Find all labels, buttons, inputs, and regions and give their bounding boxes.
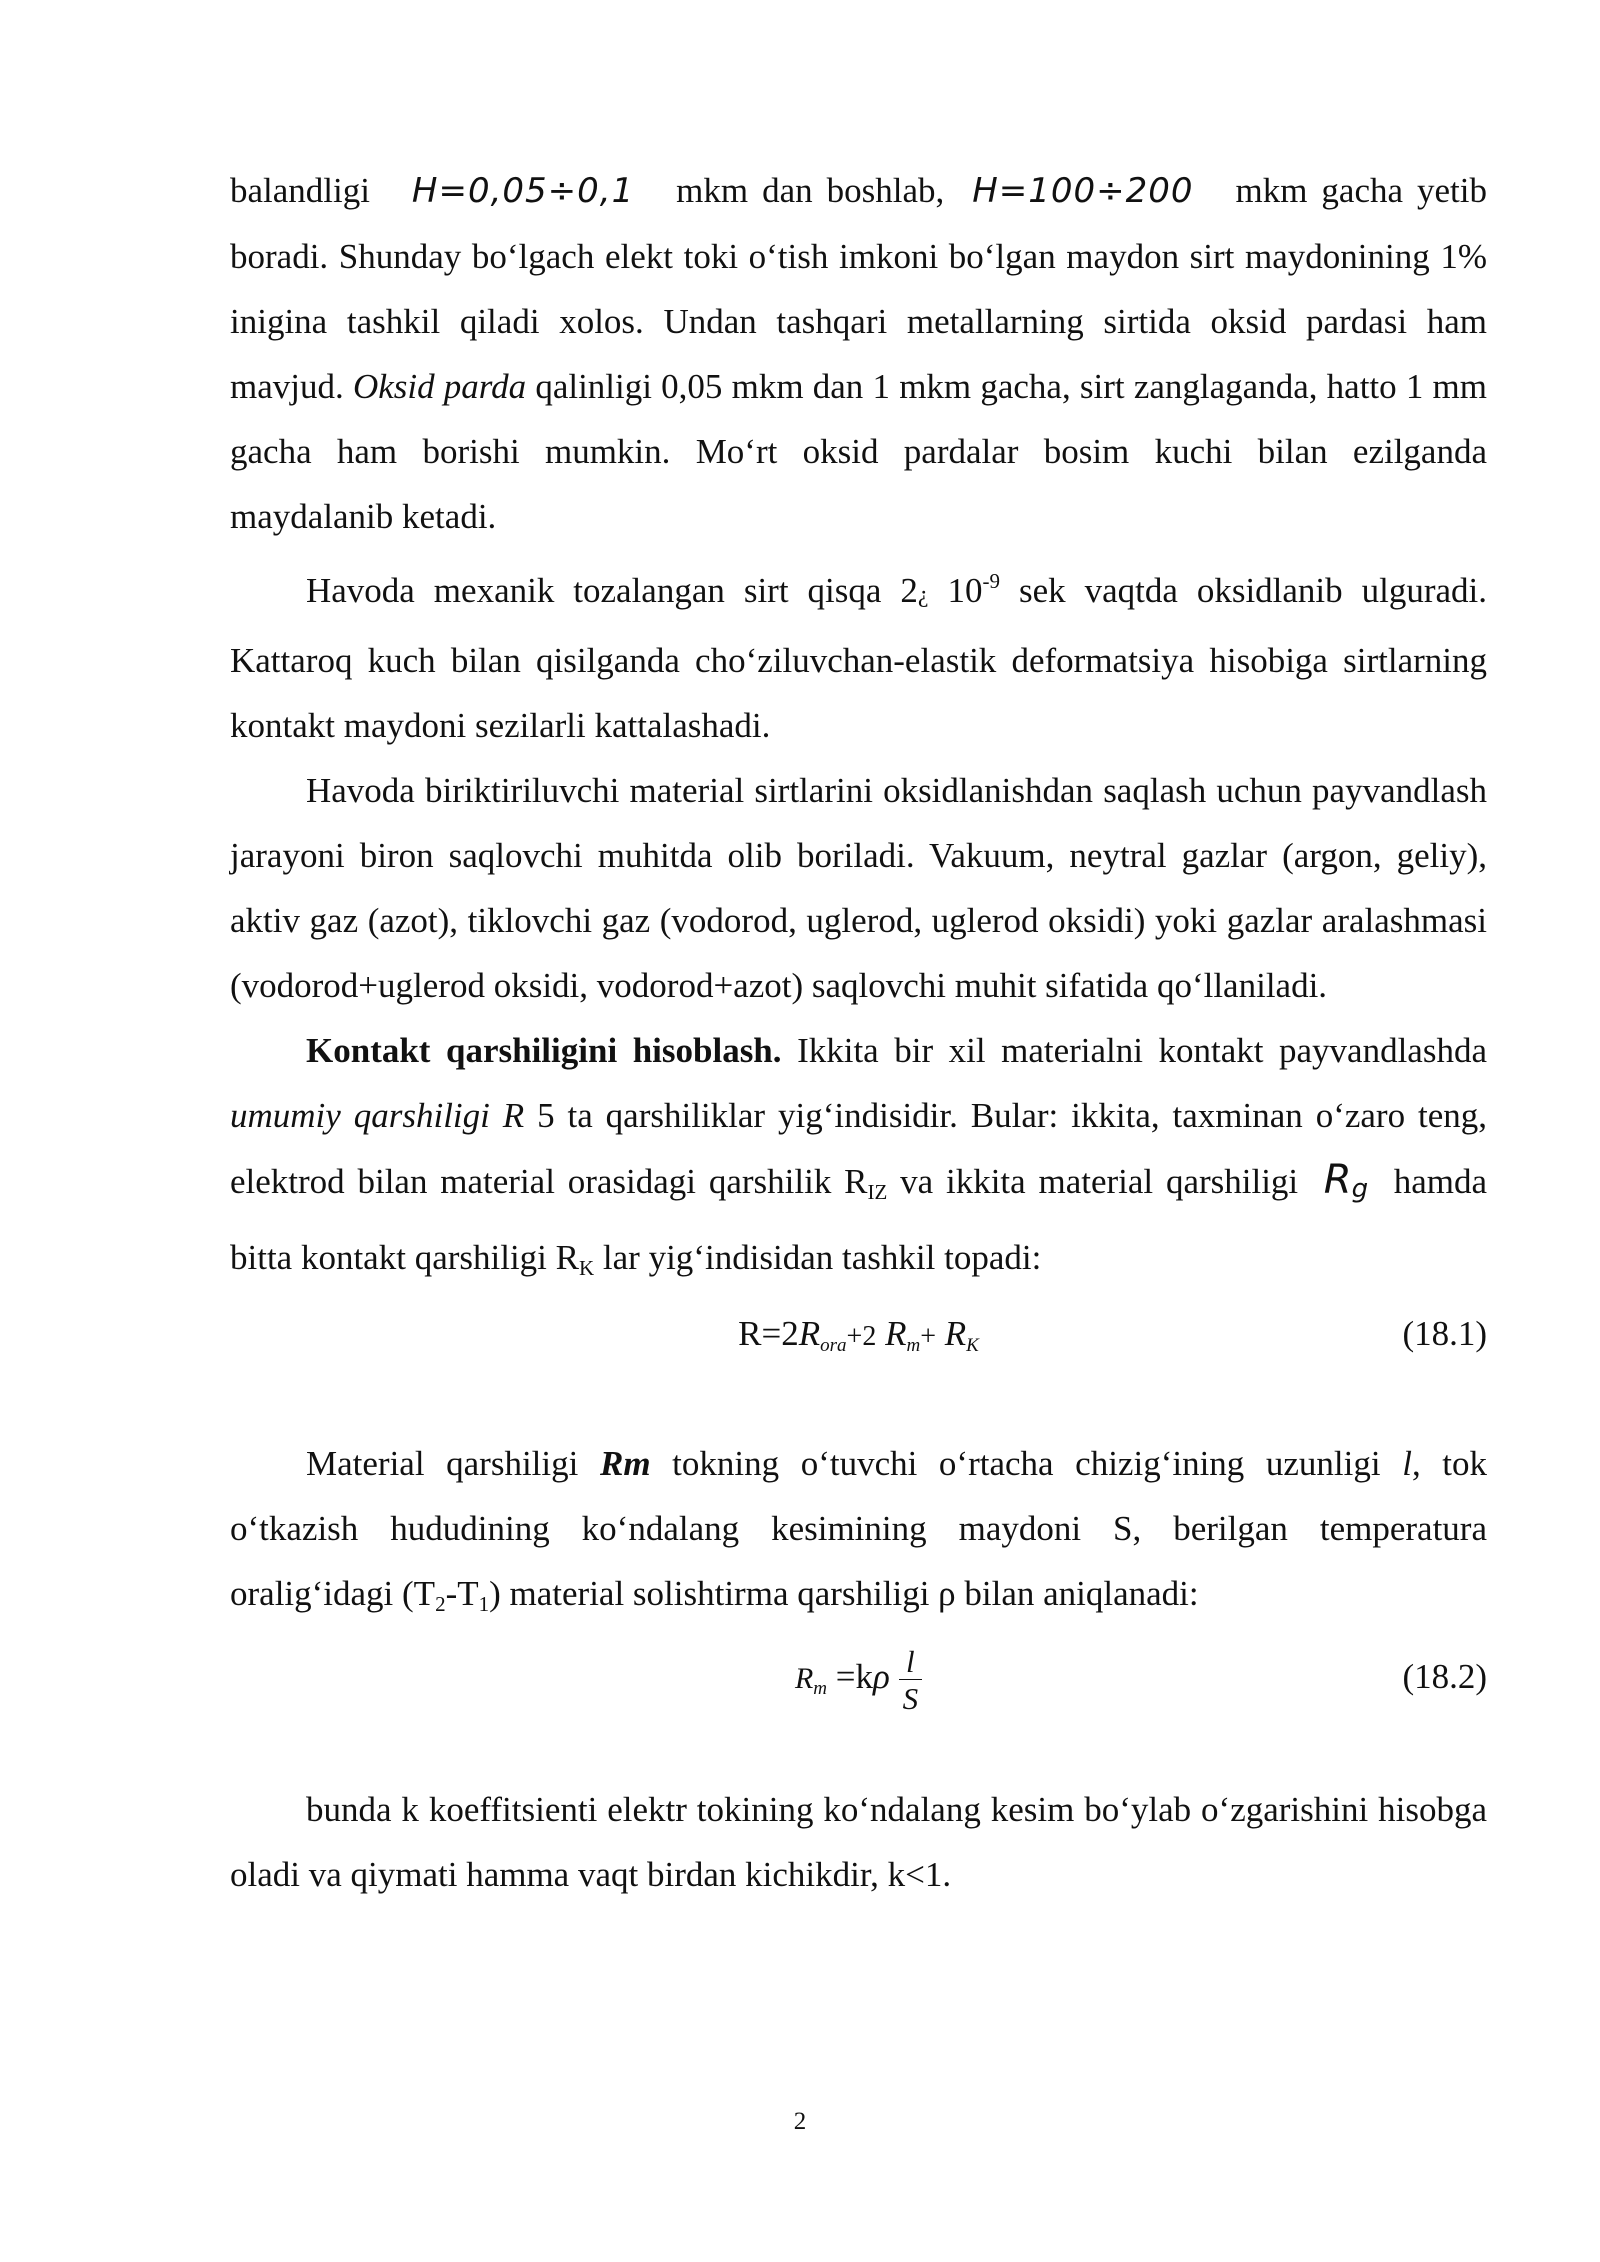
equation-body — [230, 1637, 1487, 1729]
math-expression: H=0,05÷0,1 — [411, 171, 635, 211]
eq-plus: +2 — [846, 1321, 877, 1352]
eq-equals: =k — [835, 1657, 873, 1696]
text: Havoda mexanik tozalangan sirt qisqa 2 — [306, 571, 918, 610]
exponent: -9 — [982, 569, 1000, 593]
eq-rho: ρ — [873, 1657, 890, 1696]
eq-r: R — [794, 1662, 814, 1695]
subscript: 2 — [435, 1592, 446, 1616]
equation-number: (18.2) — [1402, 1657, 1487, 1696]
section-heading: Kontakt qarshiligini hisoblash. — [306, 1031, 782, 1070]
rg-r: R — [1323, 1157, 1352, 1203]
equation-number: (18.1) — [1402, 1314, 1487, 1353]
eq-sub: m — [813, 1678, 827, 1699]
equation-18-1 — [230, 1301, 1487, 1366]
eq-sub: ora — [820, 1335, 847, 1356]
eq-r: R — [885, 1314, 907, 1353]
text: , tok o‘tkazish hududining ko‘ndalang kesimining maydoni S, berilgan temperatura oralig‘idagi (T — [230, 1444, 1488, 1613]
equation-18-2 — [230, 1637, 1487, 1717]
equation-body — [230, 1301, 1487, 1378]
fraction — [899, 1643, 923, 1716]
text: mkm gacha yetib boradi. Shunday bo‘lgach elekt toki o‘tish imkoni bo‘lgan maydon sirt maydonining 1% inigina tashkil qiladi xolos. Undan tashqari metallarning sirtida oksid pardasi ham mavjud. — [230, 171, 1487, 406]
subscript: 1 — [478, 1592, 490, 1616]
page-content — [230, 158, 1487, 1907]
paragraph-4 — [230, 1018, 1487, 1301]
text: 5 ta qarshiliklar yig‘indisidir. Bular: ikkita, taxminan o‘zaro teng, elektrod bilan material orasidagi qarshilik R — [230, 1096, 1488, 1201]
page-number: 2 — [793, 2108, 807, 2135]
paragraph-2 — [230, 549, 1487, 758]
subscript: IZ — [867, 1180, 888, 1204]
text: bunda k koeffitsienti elektr tokining ko‘ndalang kesim bo‘ylab o‘zgarishini hisobga oladi va qiymati hamma vaqt birdan kichikdir, k<1. — [230, 1790, 1487, 1894]
eq-r: R — [944, 1314, 967, 1353]
text: balandligi — [230, 171, 370, 210]
text: Havoda biriktiriluvchi material sirtlarini oksidlanishdan saqlash uchun payvandlash jarayoni biron saqlovchi muhitda olib boriladi. Vakuum, neytral gazlar (argon, geliy), aktiv gaz (azot), tiklovchi gaz (vodorod, uglerod, uglerod oksidi) yoki gazlar aralashmasi (vodorod+uglerod oksidi, vodorod+azot) saqlovchi muhit sifatida qo‘llaniladi. — [230, 771, 1487, 1005]
text: va ikkita material qarshiligi — [900, 1162, 1299, 1201]
rg-symbol — [1324, 1157, 1368, 1203]
paragraph-3 — [230, 758, 1487, 1018]
text: Material qarshiligi — [306, 1444, 579, 1483]
text: qalinligi 0,05 mkm dan 1 mkm gacha, sirt zanglaganda, hatto 1 mm gacha ham borishi mumkin. Mo‘rt oksid pardalar bosim kuchi bilan ezilganda maydalanib ketadi. — [230, 367, 1488, 536]
text: lar yig‘indisidan tashkil topadi: — [602, 1238, 1042, 1277]
subscript: K — [579, 1256, 595, 1280]
text: mkm dan boshlab, — [676, 171, 945, 210]
variable-l: l — [1402, 1444, 1412, 1483]
paragraph-1 — [230, 158, 1487, 549]
text: sek vaqtda oksidlanib ulguradi. Kattaroq kuch bilan qisilganda cho‘ziluvchan-elastik deformatsiya hisobiga sirtlarning kontakt maydoni sezilarli kattalashadi. — [230, 571, 1488, 745]
paragraph-6 — [230, 1777, 1487, 1907]
eq-plus: + — [920, 1321, 937, 1352]
rg-g: g — [1351, 1174, 1369, 1204]
text: hamda bitta kontakt qarshiligi R — [230, 1162, 1488, 1277]
text: tokning o‘tuvchi o‘rtacha chizig‘ining uzunligi — [672, 1444, 1381, 1483]
eq-sub: K — [966, 1335, 979, 1356]
fraction-denominator: S — [902, 1680, 919, 1716]
eq-r: R — [798, 1314, 821, 1353]
paragraph-5 — [230, 1431, 1487, 1637]
eq-prefix: R=2 — [738, 1314, 799, 1353]
math-expression: H=100÷200 — [972, 171, 1194, 211]
multiply-symbol: ¿ — [917, 582, 929, 608]
text: -T — [445, 1574, 479, 1613]
term-oksid-parda: Oksid parda — [352, 367, 527, 406]
text: Ikkita bir xil materialni kontakt payvandlashda — [797, 1031, 1488, 1070]
eq-sub: m — [906, 1335, 921, 1356]
text: ) material solishtirma qarshiligi ρ bilan aniqlanadi: — [489, 1574, 1199, 1613]
term-umumiy-qarshiligi: umumiy qarshiligi R — [230, 1096, 525, 1135]
term-rm: Rm — [599, 1444, 651, 1483]
text: 10 — [947, 571, 983, 610]
fraction-numerator: l — [899, 1646, 923, 1680]
